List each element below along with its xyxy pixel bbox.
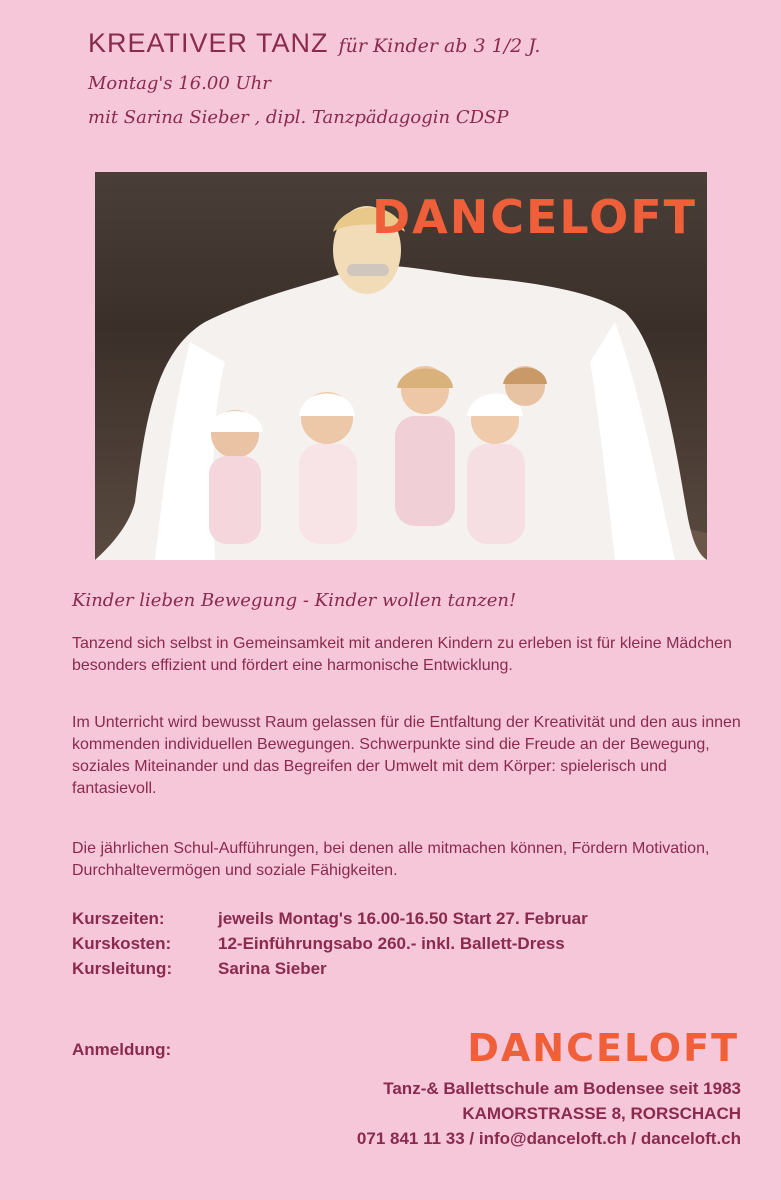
paragraph: Im Unterricht wird bewusst Raum gelassen für die Entfaltung der Kreativität und den aus innen kommenden individuellen Bewegungen. Schwerpunkte sind die Freude an der Bewegung, soziales Miteinander und das Begreifen der Umwelt mit dem Körper: spielerisch und fantasievoll.: [72, 714, 741, 797]
paragraph: Tanzend sich selbst in Gemeinsamkeit mit anderen Kindern zu erleben ist für kleine Mädchen besonders effizient und fördert eine harmonische Entwicklung.: [72, 635, 732, 674]
dance-photo: [95, 172, 707, 560]
paragraph: Die jährlichen Schul-Aufführungen, bei denen alle mitmachen können, Fördern Motivation, Durchhaltevermögen und soziale Fähigkeiten.: [72, 840, 710, 879]
contact-info: 071 841 11 33 / info@danceloft.ch / danceloft.ch: [356, 1129, 741, 1148]
signup-label: Anmeldung:: [72, 1040, 172, 1059]
title-line: [88, 26, 748, 65]
tagline: Kinder lieben Bewegung - Kinder wollen tanzen!: [72, 590, 517, 611]
course-details: [72, 906, 588, 981]
detail-value: 12-Einführungsabo 260.- inkl. Ballett-Dress: [218, 934, 565, 953]
page-title: KREATIVER TANZ: [88, 28, 329, 58]
school-address: KAMORSTRASSE 8, RORSCHACH: [462, 1104, 741, 1123]
detail-label: Kursleitung:: [72, 959, 173, 978]
teacher-line: mit Sarina Sieber , dipl. Tanzpädagogin CDSP: [88, 107, 509, 128]
header: [88, 26, 748, 131]
detail-label: Kurskosten:: [72, 934, 172, 953]
age-subtitle: für Kinder ab 3 1/2 J.: [338, 35, 541, 57]
detail-value: jeweils Montag's 16.00-16.50 Start 27. Februar: [218, 909, 588, 928]
class-time: Montag's 16.00 Uhr: [88, 73, 271, 94]
footer-contact: [357, 1076, 741, 1151]
detail-row-lead: [72, 956, 588, 981]
photo-logo: DANCELOFT: [371, 190, 697, 244]
detail-row-times: [72, 906, 588, 931]
detail-row-costs: [72, 931, 588, 956]
danceloft-logo: DANCELOFT: [467, 1026, 739, 1070]
detail-label: Kurszeiten:: [72, 909, 165, 928]
school-name: Tanz-& Ballettschule am Bodensee seit 1983: [383, 1079, 741, 1098]
detail-value: Sarina Sieber: [218, 959, 327, 978]
